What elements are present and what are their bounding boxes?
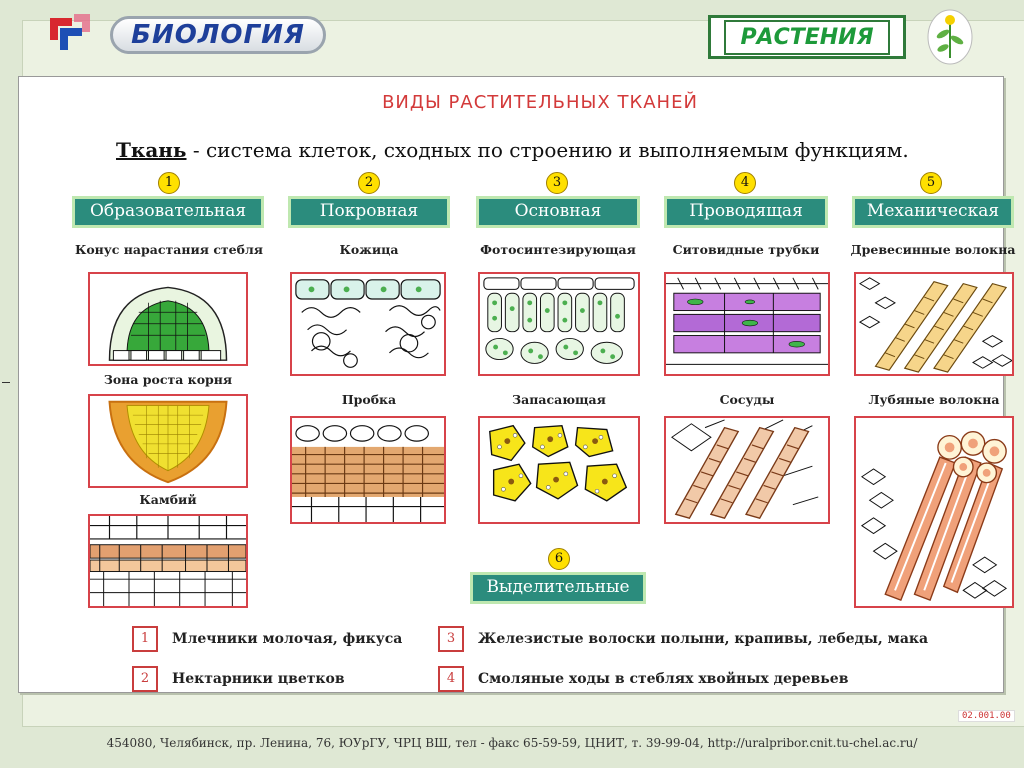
sieve-tubes-image — [664, 272, 830, 376]
secretory-item-number-1: 1 — [132, 626, 158, 652]
definition-term: Ткань — [116, 138, 187, 162]
section-label: РАСТЕНИЯ — [724, 20, 889, 55]
category-number-5: 5 — [920, 172, 942, 194]
wood-fibers-image — [854, 272, 1014, 376]
example-label-bast-fibers: Лубяные волокна — [868, 392, 1000, 407]
catalog-code: 02.001.00 — [958, 710, 1015, 722]
vessels-image — [664, 416, 830, 524]
definition — [116, 138, 996, 162]
secretory-item-4: Смоляные ходы в стеблях хвойных деревьев — [478, 671, 849, 687]
storage-tissue-image — [478, 416, 640, 524]
definition-text: - система клеток, сходных по строению и выполняемым функциям. — [186, 138, 909, 162]
example-label-storage: Запасающая — [512, 392, 606, 407]
secretory-item-number-3: 3 — [438, 626, 464, 652]
category-number-2: 2 — [358, 172, 380, 194]
category-tab-ground: Основная — [476, 196, 640, 228]
category-tab-conductive: Проводящая — [664, 196, 828, 228]
secretory-item-2: Нектарники цветков — [172, 671, 345, 687]
plant-emblem-icon — [926, 8, 974, 66]
secretory-item-3: Железистые волоски полыни, крапивы, лебеды, мака — [478, 631, 929, 647]
example-label-cambium: Камбий — [139, 492, 197, 507]
example-label-wood-fibers: Древесинные волокна — [850, 242, 1016, 257]
category-tab-secretory: Выделительные — [470, 572, 646, 604]
category-tab-mechanical: Механическая — [852, 196, 1014, 228]
example-label-cone: Конус нарастания стебля — [74, 242, 264, 257]
bast-fibers-image — [854, 416, 1014, 608]
example-label-sieve-tubes: Ситовидные трубки — [672, 242, 820, 257]
epidermis-image — [290, 272, 446, 376]
edge-marker — [2, 382, 10, 383]
example-label-epidermis: Кожица — [339, 242, 399, 257]
cambium-image — [88, 514, 248, 608]
photosynthetic-tissue-image — [478, 272, 640, 376]
section-label-box — [708, 15, 906, 59]
example-label-root-zone: Зона роста корня — [103, 372, 233, 387]
category-tab-integumentary: Покровная — [288, 196, 450, 228]
category-tab-educational: Образовательная — [72, 196, 264, 228]
example-label-photosynthetic: Фотосинтезирующая — [480, 242, 636, 257]
example-label-vessels: Сосуды — [719, 392, 775, 407]
root-growth-zone-image — [88, 394, 248, 488]
category-number-6: 6 — [548, 548, 570, 570]
secretory-item-number-2: 2 — [132, 666, 158, 692]
cone-of-growth-image — [88, 272, 248, 366]
secretory-item-number-4: 4 — [438, 666, 464, 692]
category-number-4: 4 — [734, 172, 756, 194]
publisher-logo-icon — [46, 10, 96, 60]
example-label-cork: Пробка — [341, 392, 397, 407]
category-number-3: 3 — [546, 172, 568, 194]
secretory-item-1: Млечники молочая, фикуса — [172, 631, 403, 647]
category-number-1: 1 — [158, 172, 180, 194]
cork-image — [290, 416, 446, 524]
subject-title: БИОЛОГИЯ — [110, 16, 326, 54]
footer-contacts: 454080, Челябинск, пр. Ленина, 76, ЮУрГУ, ЧРЦ ВШ, тел - факс 65-59-59, ЦНИТ, т. 39-99-04, http://uralpribor.cnit.tu-chel.ac.ru/ — [106, 736, 918, 750]
board-title: ВИДЫ РАСТИТЕЛЬНЫХ ТКАНЕЙ — [382, 92, 698, 113]
